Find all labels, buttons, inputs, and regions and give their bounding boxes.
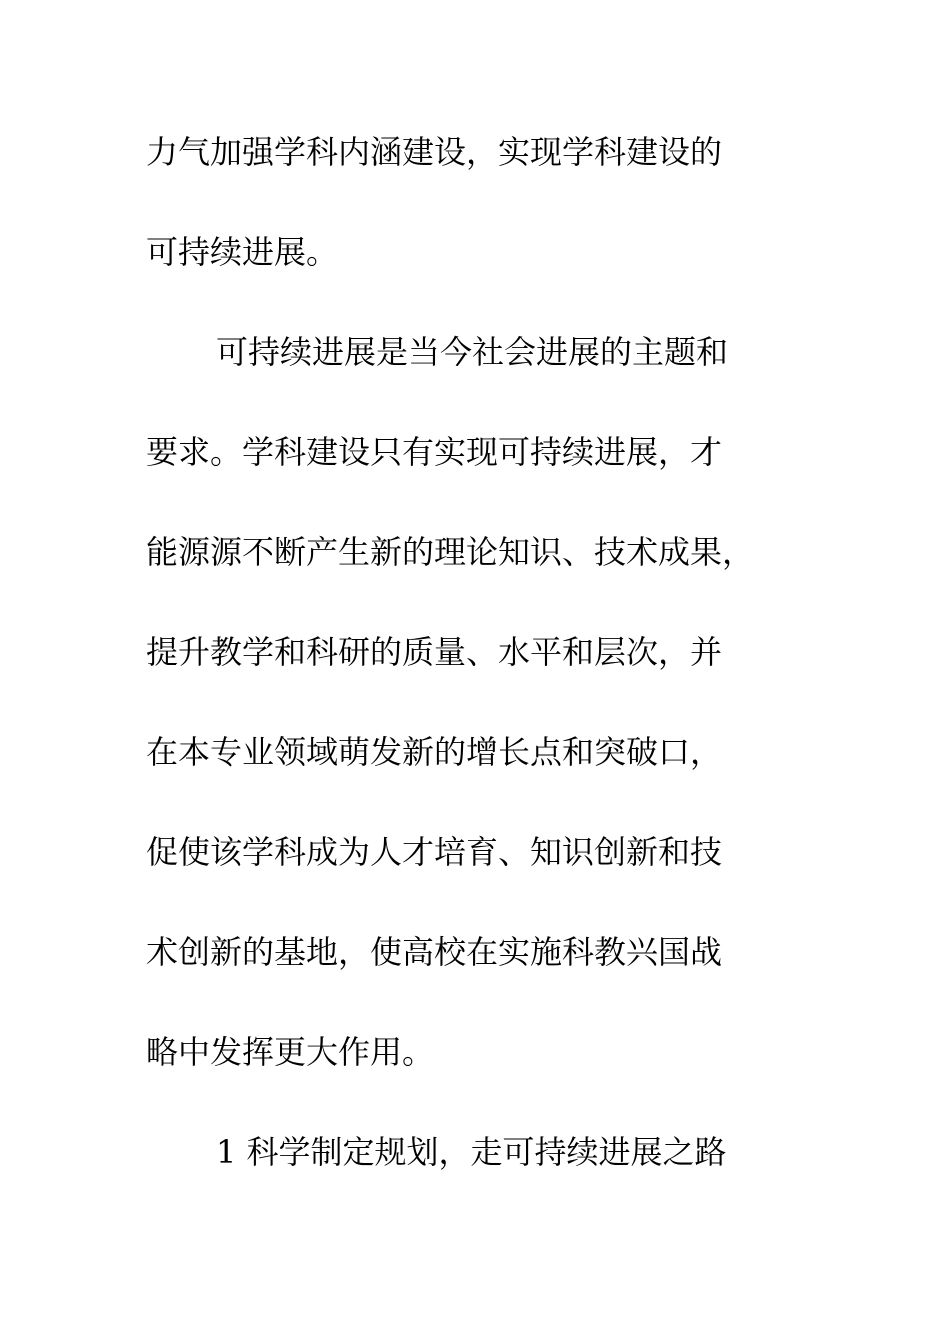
paragraph-start-line: 可持续进展是当今社会进展的主题和 — [216, 333, 729, 371]
text-line: 力气加强学科内涵建设，实现学科建设的 — [146, 133, 723, 171]
text-line: 略中发挥更大作用。 — [146, 1033, 435, 1071]
text-line: 能源源不断产生新的理论知识、技术成果， — [146, 533, 755, 571]
section-heading: 1 科学制定规划，走可持续进展之路 — [216, 1133, 727, 1171]
text-line: 促使该学科成为人才培育、知识创新和技 — [146, 833, 723, 871]
text-line: 术创新的基地，使高校在实施科教兴国战 — [146, 933, 723, 971]
text-line: 可持续进展。 — [146, 233, 339, 271]
text-line: 要求。学科建设只有实现可持续进展，才 — [146, 433, 723, 471]
text-line: 在本专业领域萌发新的增长点和突破口， — [146, 733, 723, 771]
text-line: 提升教学和科研的质量、水平和层次，并 — [146, 633, 723, 671]
